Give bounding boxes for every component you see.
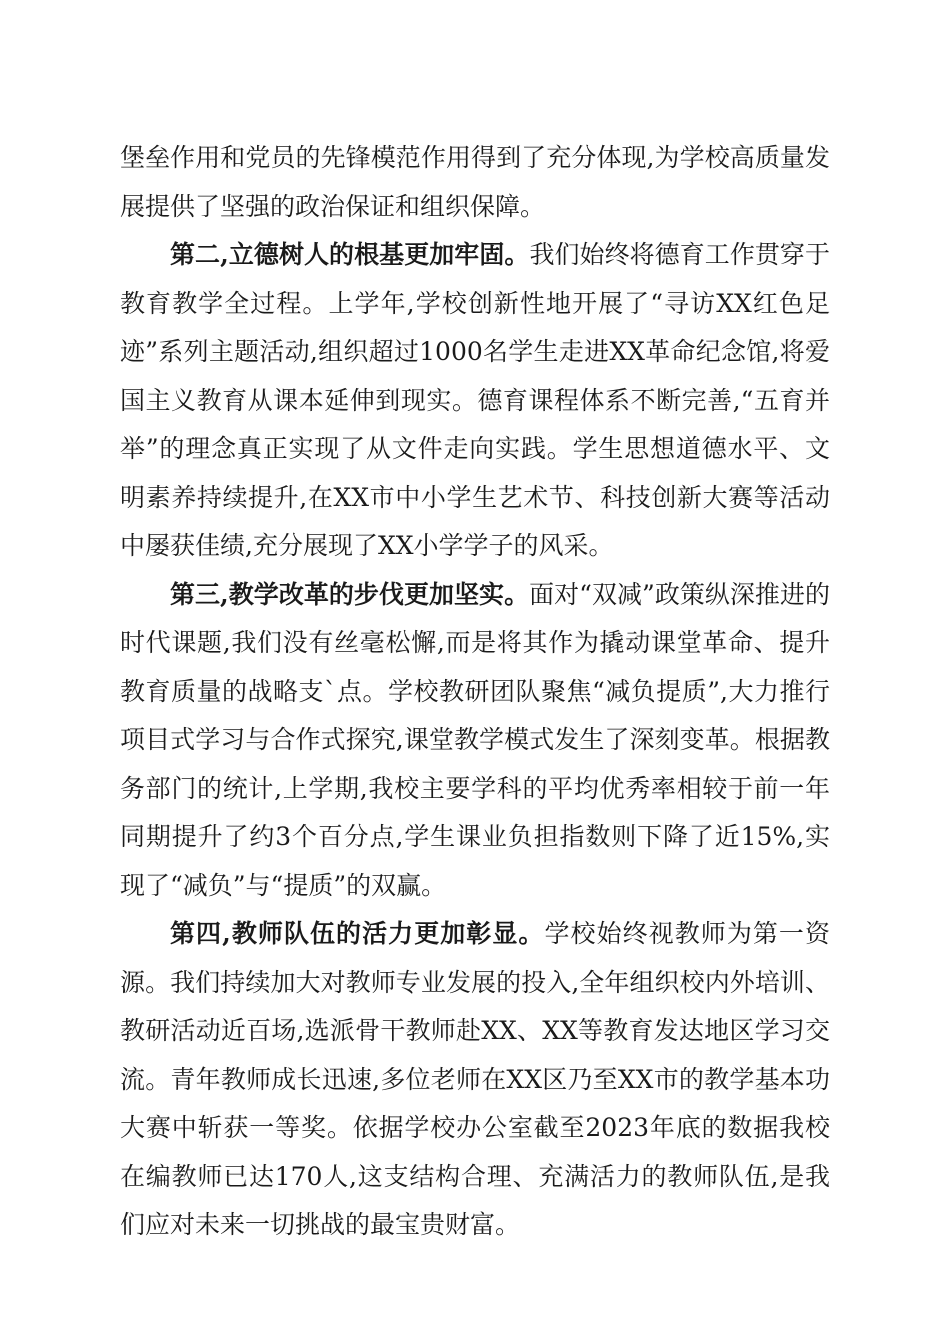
paragraph-heading: 第二,立德树人的根基更加牢固。 [170,240,530,269]
paragraph-text: 堡垒作用和党员的先锋模范作用得到了充分体现,为学校高质量发展提供了坚强的政治保证和组织保障。 [120,143,830,221]
paragraph-teaching-reform [120,571,830,911]
paragraph-moral-education [120,231,830,571]
paragraph-text: 学校始终视教师为第一资源。我们持续加大对教师专业发展的投入,全年组织校内外培训、教研活动近百场,选派骨干教师赴XX、XX等教育发达地区学习交流。青年教师成长迅速,多位老师在XX区乃至XX市的教学基本功大赛中斩获一等奖。依据学校办公室截至2023年底的数据我校在编教师已达170人,这支结构合理、充满活力的教师队伍,是我们应对未来一切挑战的最宝贵财富。 [120,919,830,1239]
paragraph-heading: 第四,教师队伍的活力更加彰显。 [170,919,545,948]
paragraph-text: 面对“双减”政策纵深推进的时代课题,我们没有丝毫松懈,而是将其作为撬动课堂革命、提升教育质量的战略支`点。学校教研团队聚焦“减负提质”,大力推行项目式学习与合作式探究,课堂教学模式发生了深刻变革。根据教务部门的统计,上学期,我校主要学科的平均优秀率相较于前一年同期提升了约3个百分点,学生课业负担指数则下降了近15%,实现了“减负”与“提质”的双赢。 [120,579,830,900]
paragraph-text: 我们始终将德育工作贯穿于教育教学全过程。上学年,学校创新性地开展了“寻访XX红色足迹”系列主题活动,组织超过1000名学生走进XX革命纪念馆,将爱国主义教育从课本延伸到现实。德育课程体系不断完善,“五育并举”的理念真正实现了从文件走向实践。学生思想道德水平、文明素养持续提升,在XX市中小学生艺术节、科技创新大赛等活动中屡获佳绩,充分展现了XX小学学子的风采。 [120,240,830,560]
paragraph-continuation [120,134,830,231]
paragraph-teacher-team [120,910,830,1250]
document-body [120,134,830,1250]
paragraph-heading: 第三,教学改革的步伐更加坚实。 [170,579,530,609]
